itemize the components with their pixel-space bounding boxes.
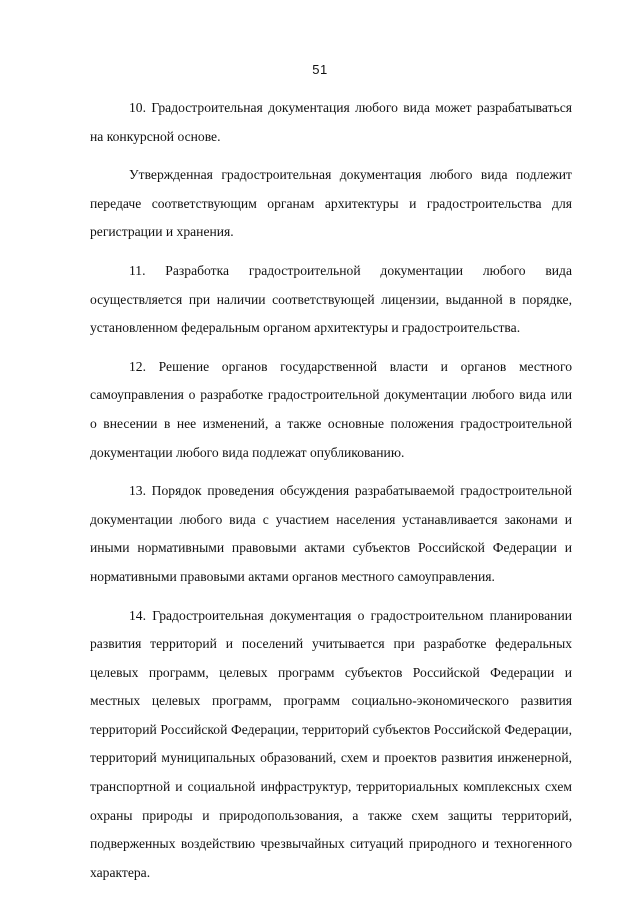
paragraph-item-12: 12. Решение органов государственной власти и органов местного самоуправления о разработке градостроительной документации любого вида или о внесении в нее изменений, а также основные положения градостроительной документации любого вида подлежат опубликованию. xyxy=(90,358,572,460)
page-number: 51 xyxy=(312,62,328,77)
paragraph-item-10: 10. Градостроительная документация любого вида может разрабатываться на конкурсной основе. xyxy=(90,100,572,144)
paragraph-item-14: 14. Градостроительная документация о градостроительном планировании развития территорий и поселений учитывается при разработке федеральных целевых программ, целевых программ субъектов Российской Федерации и местных целевых программ, программ социально-экономического развития территорий Российской Федерации, территорий субъектов Российской Федерации, территорий муниципальных образований, схем и проектов развития инженерной, транспортной и социальной инфраструктур, территориальных комплексных схем охраны природы и природопользования, а также схем защиты территорий, подверженных воздействию чрезвычайных ситуаций природного и техногенного характера. xyxy=(90,607,572,880)
paragraph-item-11: 11. Разработка градостроительной документации любого вида осуществляется при наличии соответствующей лицензии, выданной в порядке, установленном федеральным органом архитектуры и градостроительства. xyxy=(90,262,572,336)
document-body xyxy=(90,94,572,887)
paragraph-item-13: 13. Порядок проведения обсуждения разрабатываемой градостроительной документации любого вида с участием населения устанавливается законами и иными нормативными правовыми актами субъектов Российской Федерации и нормативными правовыми актами органов местного самоуправления. xyxy=(90,483,572,584)
paragraph-approved-documentation: Утвержденная градостроительная документация любого вида подлежит передаче соответствующим органам архитектуры и градостроительства для регистрации и хранения. xyxy=(90,167,572,240)
